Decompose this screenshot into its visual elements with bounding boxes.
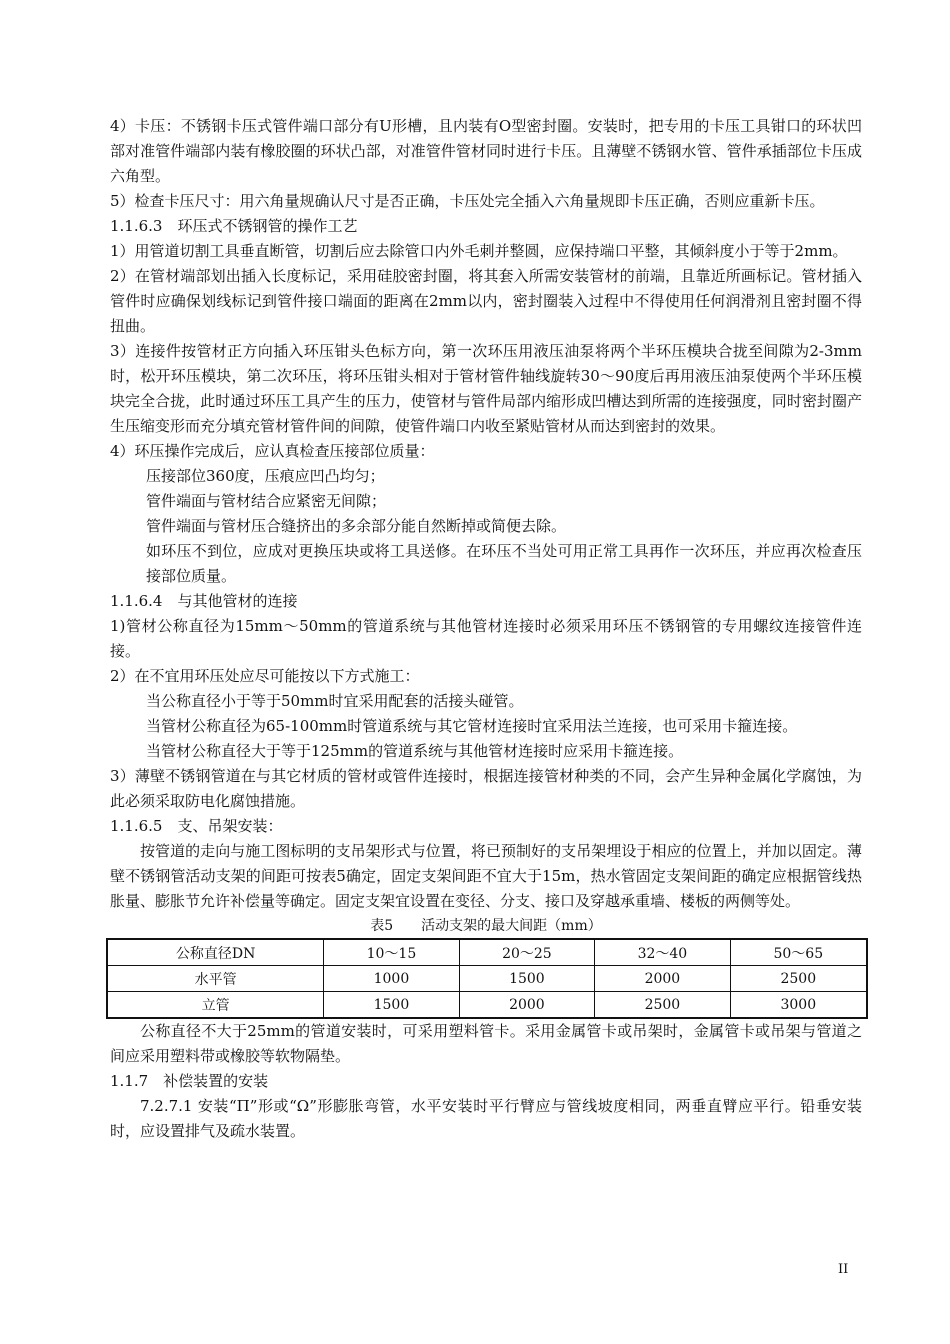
paragraph: 2）在管材端部划出插入长度标记，采用硅胶密封圈，将其套入所需安装管材的前端，且靠近所画标记。管材插入管件时应确保划线标记到管件接口端面的距离在2mm以内，密封圈装入过程中不得使用任何润滑剂且密封圈不得扭曲。 bbox=[110, 267, 862, 335]
table-header-row bbox=[107, 939, 867, 966]
section-heading: 1.1.7 补偿装置的安装 bbox=[110, 1072, 269, 1090]
sub-item: 管件端面与管材压合缝挤出的多余部分能自然断掉或简便去除。 bbox=[146, 517, 567, 535]
page-number: II bbox=[838, 1262, 849, 1277]
table-cell: 20～25 bbox=[459, 939, 594, 966]
sub-item: 当管材公称直径为65-100mm时管道系统与其它管材连接时宜采用法兰连接，也可采用卡箍连接。 bbox=[146, 717, 798, 735]
document-body bbox=[110, 114, 862, 1144]
paragraph: 2）在不宜用环压处应尽可能按以下方式施工： bbox=[110, 667, 420, 685]
table-row bbox=[107, 966, 867, 992]
table-cell: 50～65 bbox=[730, 939, 867, 966]
table-cell: 2500 bbox=[730, 966, 867, 992]
paragraph: 7.2.7.1 安装“Π”形或“Ω”形膨胀弯管，水平安装时平行臂应与管线坡度相同，两垂直臂应平行。铅垂安装时，应设置排气及疏水装置。 bbox=[110, 1097, 862, 1140]
paragraph: 按管道的走向与施工图标明的支吊架形式与位置，将已预制好的支吊架埋设于相应的位置上，并加以固定。薄壁不锈钢管活动支架的间距可按表5确定，固定支架间距不宜大于15m，热水管固定支架间距的确定应根据管线热胀量、膨胀节允许补偿量等确定。固定支架宜设置在变径、分支、接口及穿越承重墙、楼板的两侧等处。 bbox=[110, 842, 862, 910]
paragraph: 5）检查卡压尺寸：用六角量规确认尺寸是否正确，卡压处完全插入六角量规即卡压正确，否则应重新卡压。 bbox=[110, 192, 825, 210]
paragraph: 1）用管道切割工具垂直断管，切割后应去除管口内外毛刺并整圆，应保持端口平整，其倾斜度小于等于2mm。 bbox=[110, 242, 848, 260]
table-cell: 1000 bbox=[324, 966, 459, 992]
section-heading: 1.1.6.3 环压式不锈钢管的操作工艺 bbox=[110, 217, 358, 235]
sub-item: 如环压不到位，应成对更换压块或将工具送修。在环压不当处可用正常工具再作一次环压，并应再次检查压接部位质量。 bbox=[146, 542, 862, 585]
paragraph: 3）薄壁不锈钢管道在与其它材质的管材或管件连接时，根据连接管材种类的不同，会产生异种金属化学腐蚀，为此必须采取防电化腐蚀措施。 bbox=[110, 767, 862, 810]
table-caption: 表5 活动支架的最大间距（mm） bbox=[370, 918, 602, 934]
table-cell: 2500 bbox=[595, 992, 730, 1019]
table-row bbox=[107, 992, 867, 1019]
table-cell: 公称直径DN bbox=[107, 939, 324, 966]
sub-item: 当公称直径小于等于50mm时宜采用配套的活接头碰管。 bbox=[146, 692, 524, 710]
sub-item: 压接部位360度，压痕应凹凸均匀； bbox=[146, 467, 385, 485]
table-cell: 3000 bbox=[730, 992, 867, 1019]
paragraph: 3）连接件按管材正方向插入环压钳头色标方向，第一次环压用液压油泵将两个半环压模块合拢至间隙为2-3mm时，松开环压模块，第二次环压，将环压钳头相对于管材管件轴线旋转30～90度后再用液压油泵使两个半环压模块完全合拢，此时通过环压工具产生的压力，使管材与管件局部内缩形成凹槽达到所需的连接强度，同时密封圈产生压缩变形而充分填充管材管件间的间隙，使管件端口内收至紧贴管材从而达到密封的效果。 bbox=[110, 342, 862, 435]
table-cell: 立管 bbox=[107, 992, 324, 1019]
table-cell: 32～40 bbox=[595, 939, 730, 966]
table-cell: 2000 bbox=[459, 992, 594, 1019]
support-spacing-table bbox=[106, 938, 868, 1019]
paragraph: 4）卡压：不锈钢卡压式管件端口部分有U形槽，且内装有O型密封圈。安装时，把专用的卡压工具钳口的环状凹部对准管件端部内装有橡胶圈的环状凸部，对准管件管材同时进行卡压。且薄壁不锈钢水管、管件承插部位卡压成六角型。 bbox=[110, 117, 862, 185]
section-heading: 1.1.6.4 与其他管材的连接 bbox=[110, 592, 298, 610]
sub-item: 当管材公称直径大于等于125mm的管道系统与其他管材连接时应采用卡箍连接。 bbox=[146, 742, 684, 760]
table-cell: 水平管 bbox=[107, 966, 324, 992]
paragraph: 公称直径不大于25mm的管道安装时，可采用塑料管卡。采用金属管卡或吊架时，金属管卡或吊架与管道之间应采用塑料带或橡胶等软物隔垫。 bbox=[110, 1022, 862, 1065]
paragraph: 4）环压操作完成后，应认真检查压接部位质量： bbox=[110, 442, 435, 460]
table-cell: 1500 bbox=[324, 992, 459, 1019]
table-cell: 1500 bbox=[459, 966, 594, 992]
table-cell: 10～15 bbox=[324, 939, 459, 966]
paragraph: 1)管材公称直径为15mm～50mm的管道系统与其他管材连接时必须采用环压不锈钢管的专用螺纹连接管件连接。 bbox=[110, 617, 862, 660]
sub-item: 管件端面与管材结合应紧密无间隙； bbox=[146, 492, 387, 510]
section-heading: 1.1.6.5 支、吊架安装： bbox=[110, 817, 283, 835]
table-cell: 2000 bbox=[595, 966, 730, 992]
